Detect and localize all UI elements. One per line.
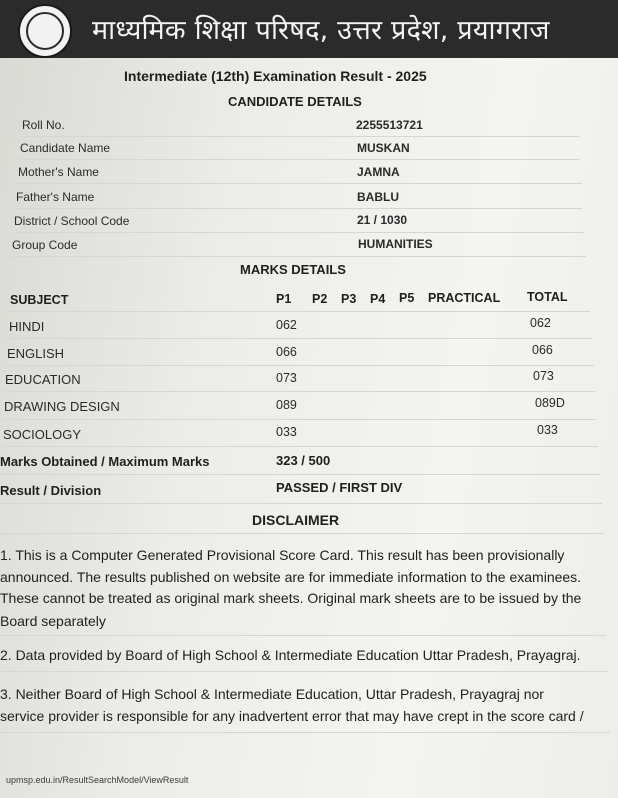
subject-total-marks: 073 [533,369,554,383]
p2-column-header: P2 [312,292,328,306]
subject-name: HINDI [9,319,45,334]
subject-total-marks: 066 [532,343,553,357]
subject-name: DRAWING DESIGN [4,399,120,414]
subject-p1-marks: 089 [276,398,297,412]
p5-column-header: P5 [399,291,415,305]
father-name-value: BABLU [357,190,399,204]
marks-obtained-label: Marks Obtained / Maximum Marks [0,454,210,469]
disclaimer-line: announced. The results published on website are for immediate information to the examinees. [0,569,582,585]
subject-total-marks: 089D [535,396,565,410]
disclaimer-line: service provider is responsible for any inadvertent error that may have crept in the score card / [0,708,584,724]
subject-p1-marks: 073 [276,371,297,385]
board-name: माध्यमिक शिक्षा परिषद, उत्तर प्रदेश, प्रयागराज [92,15,550,46]
subject-name: SOCIOLOGY [3,427,82,442]
roll-no-label: Roll No. [22,118,65,132]
subject-name: ENGLISH [7,346,65,361]
subject-column-header: SUBJECT [10,293,69,307]
candidate-details-heading: CANDIDATE DETAILS [228,94,362,109]
district-school-code-value: 21 / 1030 [357,213,408,227]
father-name-label: Father's Name [16,190,95,204]
result-division-value: PASSED / FIRST DIV [276,480,403,495]
marks-obtained-value: 323 / 500 [276,453,331,468]
subject-total-marks: 062 [530,316,551,330]
candidate-name-label: Candidate Name [20,141,111,155]
disclaimer-line: 3. Neither Board of High School & Intermediate Education, Uttar Pradesh, Prayagraj nor [0,686,544,702]
total-column-header: TOTAL [527,290,568,304]
disclaimer-line: 1. This is a Computer Generated Provisional Score Card. This result has been provisionally [0,547,565,563]
disclaimer-line: These cannot be treated as original mark sheets. Original mark sheets are to be issued by the [0,590,582,606]
group-code-value: HUMANITIES [358,237,433,251]
mother-name-label: Mother's Name [18,165,99,179]
candidate-name-value: MUSKAN [357,141,410,155]
disclaimer-line: Board separately [0,613,106,629]
subject-p1-marks: 066 [276,345,297,359]
subject-p1-marks: 033 [276,425,297,439]
disclaimer-line: 2. Data provided by Board of High School & Intermediate Education Uttar Pradesh, Prayagraj. [0,647,581,663]
practical-column-header: PRACTICAL [428,291,501,305]
group-code-label: Group Code [12,238,78,252]
district-school-code-label: District / School Code [14,214,130,228]
p1-column-header: P1 [276,292,292,306]
result-division-label: Result / Division [0,483,102,498]
board-header [0,0,618,58]
subject-p1-marks: 062 [276,318,297,332]
exam-title: Intermediate (12th) Examination Result - 2025 [124,68,427,84]
mother-name-value: JAMNA [357,165,400,179]
marks-details-heading: MARKS DETAILS [240,262,346,277]
page-url: upmsp.edu.in/ResultSearchModel/ViewResult [6,775,189,785]
subject-name: EDUCATION [5,372,81,387]
roll-no-value: 2255513721 [356,118,423,132]
p3-column-header: P3 [341,292,357,306]
p4-column-header: P4 [370,292,386,306]
subject-total-marks: 033 [537,423,558,437]
board-emblem-icon [18,4,72,58]
disclaimer-heading: DISCLAIMER [252,512,340,528]
